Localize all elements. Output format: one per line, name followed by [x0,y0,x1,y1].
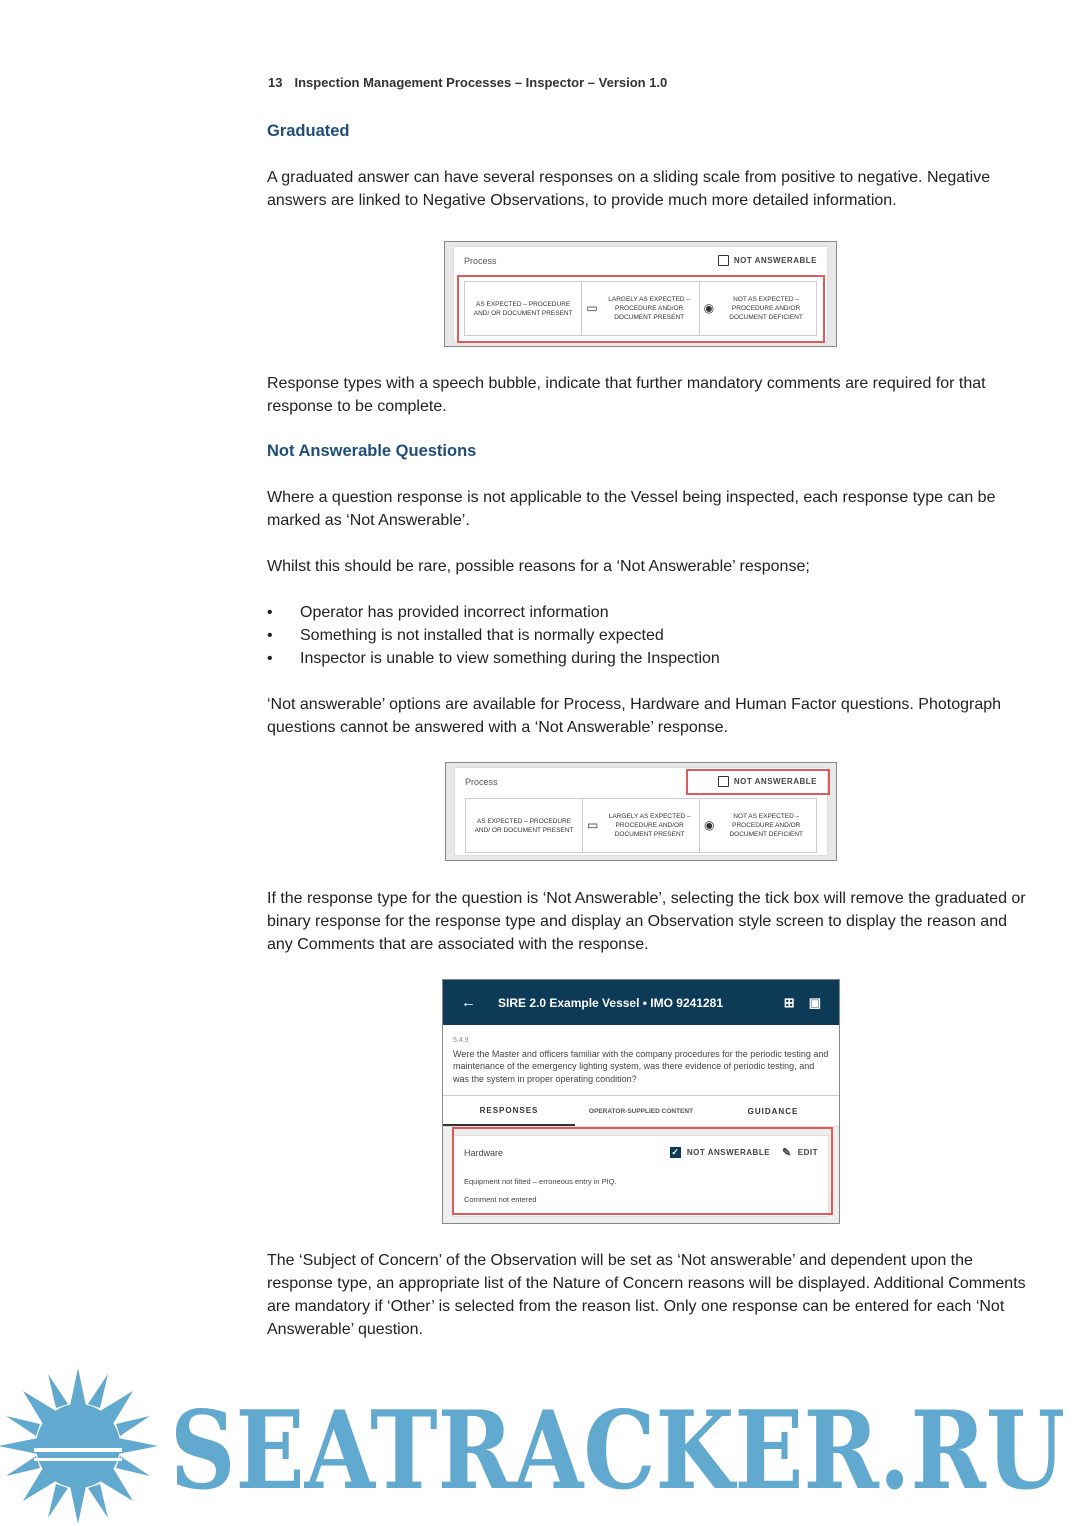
response-type-label: Hardware [464,1148,504,1158]
option-label: AS EXPECTED – PROCEDURE AND/ OR DOCUMENT PRESENT [474,817,574,834]
response-type-label: Process [464,256,497,266]
figure-not-answerable-option [445,762,837,861]
vessel-title: SIRE 2.0 Example Vessel • IMO 9241281 [498,995,724,1010]
paragraph: If the response type for the question is ‘Not Answerable’, selecting the tick box will remove the graduated or binary response for the response type and display an Observation style screen to display the reason and any Comments that are associated with the response. [267,890,1026,953]
option-label: AS EXPECTED – PROCEDURE AND/ OR DOCUMENT PRESENT [473,300,573,317]
question-text: Were the Master and officers familiar with the company procedures for the periodic testing and maintenance of the emergency lighting system, was there evidence of periodic testing, and was the system in proper operating condition? [453,1048,829,1084]
page-header [268,75,679,90]
paragraph: Whilst this should be rare, possible reasons for a ‘Not Answerable’ response; [267,558,810,575]
reason-text: Equipment not fitted – erroneous entry in PIQ. [464,1177,617,1186]
tab-operator-supplied-content[interactable]: OPERATOR-SUPPLIED CONTENT [588,1107,694,1115]
paragraph: A graduated answer can have several responses on a sliding scale from positive to negative. Negative answers are linked to Negative Observations, to provide much more detailed information. [267,169,991,209]
document-title: Inspection Management Processes – Inspector – Version 1.0 [294,75,668,90]
not-answerable-checkbox[interactable] [718,255,817,266]
option-largely-as-expected[interactable] [583,799,700,852]
eye-icon: ◉ [704,818,715,832]
paragraph: ‘Not answerable’ options are available for Process, Hardware and Human Factor questions. Photograph questions cannot be answered with a ‘Not Answerable’ response. [267,696,1002,736]
checked-checkbox-icon[interactable]: ✓ [671,1147,680,1157]
question-number: 5.4.9 [453,1037,469,1044]
checkbox-icon [718,255,729,266]
tab-responses[interactable]: RESPONSES [443,1096,575,1126]
figure-app-screen [442,979,840,1224]
edit-button[interactable]: EDIT [797,1148,818,1157]
reasons-list [267,601,720,670]
comment-text: Comment not entered [464,1195,537,1204]
paragraph: Response types with a speech bubble, indicate that further mandatory comments are required for that response to be complete. [267,375,986,415]
highlight-box [452,1127,833,1215]
eye-icon: ◉ [703,301,715,315]
list-item: • Something is not installed that is normally expected [267,624,720,647]
not-answerable-label: NOT ANSWERABLE [733,777,817,786]
paragraph: Where a question response is not applicable to the Vessel being inspected, each response type can be marked as ‘Not Answerable’. [267,489,996,529]
paragraph: The ‘Subject of Concern’ of the Observation will be set as ‘Not answerable’ and dependent upon the response type, an appropriate list of the Nature of Concern reasons will be displayed. Additional Comments are mandatory if ‘Other’ is selected from the reason list. Only one response can be entered for each ‘Not Answerable’ question. [267,1252,1026,1338]
page-number: 13 [268,75,283,90]
app-bar [443,980,839,1025]
highlight-box [457,275,825,343]
speech-bubble-icon: ▭ [586,301,598,315]
pencil-icon[interactable]: ✎ [782,1147,792,1159]
option-label: LARGELY AS EXPECTED – PROCEDURE AND/OR DOCUMENT PRESENT [608,296,691,321]
option-not-as-expected[interactable] [700,799,816,852]
speech-bubble-icon: ▭ [587,818,599,832]
tab-guidance[interactable]: GUIDANCE [747,1106,799,1116]
watermark-logo [0,1366,1080,1526]
figure-graduated-response [444,241,837,347]
not-answerable-label: NOT ANSWERABLE [686,1148,771,1157]
option-label: NOT AS EXPECTED – PROCEDURE AND/OR DOCUMENT DEFICIENT [729,296,803,321]
back-arrow-icon[interactable]: ← [461,994,476,1011]
option-label: NOT AS EXPECTED – PROCEDURE AND/OR DOCUMENT DEFICIENT [729,813,804,838]
add-icon[interactable]: ⊞ [783,994,795,1010]
watermark-text: SEATRACKER.RU [170,1388,1065,1514]
not-answerable-label: NOT ANSWERABLE [733,256,817,265]
highlight-box [686,769,830,795]
photos-icon[interactable]: ▣ [808,994,821,1010]
option-as-expected[interactable] [466,799,583,852]
sun-icon [0,1368,158,1524]
option-label: LARGELY AS EXPECTED – PROCEDURE AND/OR DOCUMENT PRESENT [608,813,691,838]
question [443,1025,839,1096]
heading-graduated: Graduated [267,122,350,140]
heading-not-answerable: Not Answerable Questions [267,442,477,460]
list-item: • Inspector is unable to view something during the Inspection [267,647,720,670]
list-item: • Operator has provided incorrect information [267,601,720,624]
response-type-label: Process [465,777,498,787]
